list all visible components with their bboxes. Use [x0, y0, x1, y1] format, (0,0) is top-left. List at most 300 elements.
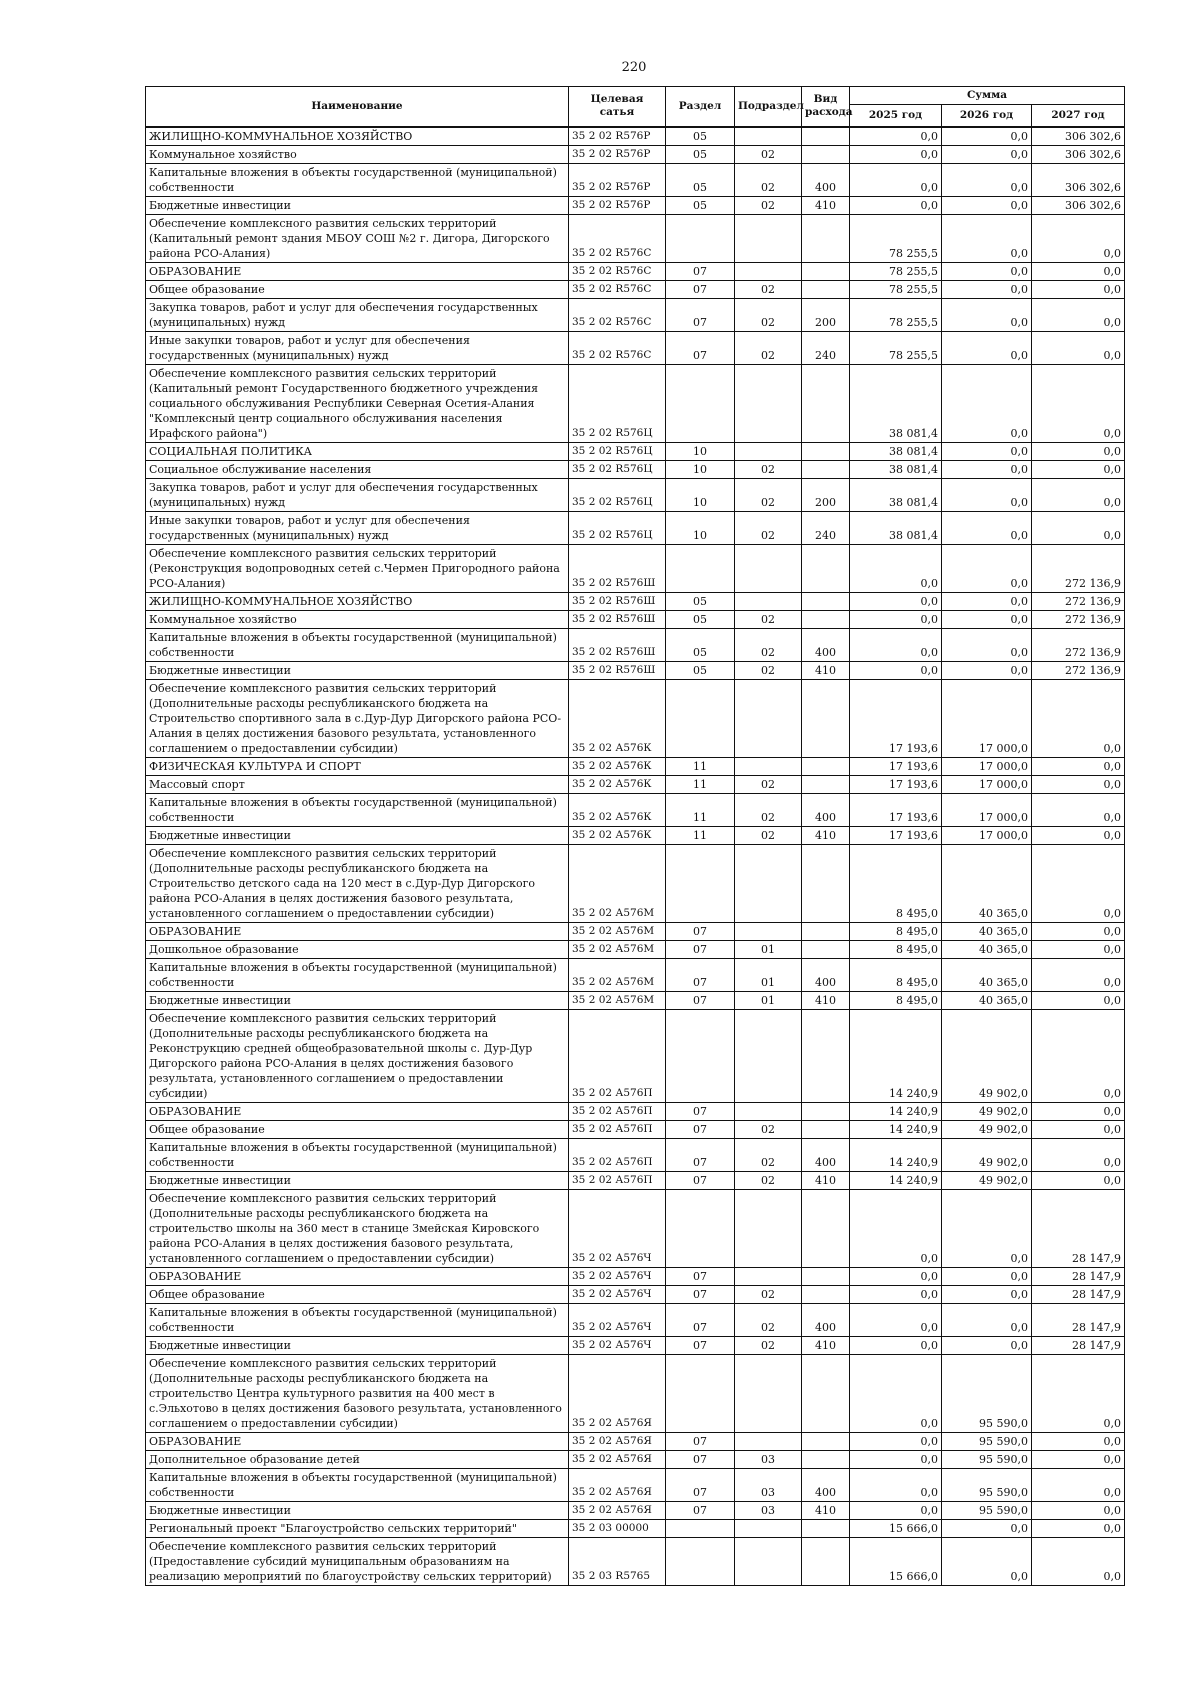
row-name: ОБРАЗОВАНИЕ: [146, 1267, 569, 1285]
row-name: Бюджетные инвестиции: [146, 1171, 569, 1189]
row-expense-type: 240: [802, 511, 850, 544]
row-sum-2027: 0,0: [1032, 1354, 1125, 1432]
row-subsection: [735, 127, 802, 146]
table-row: [146, 196, 1125, 214]
row-expense-type: 400: [802, 793, 850, 826]
row-sum-2027: 272 136,9: [1032, 628, 1125, 661]
row-section: 07: [666, 280, 735, 298]
row-target-code: 35 2 02 А576П: [569, 1009, 666, 1102]
row-target-code: 35 2 02 R576Р: [569, 196, 666, 214]
row-sum-2027: 0,0: [1032, 757, 1125, 775]
row-target-code: 35 2 02 R576Ц: [569, 511, 666, 544]
row-target-code: 35 2 02 R576Р: [569, 145, 666, 163]
row-sum-2027: 306 302,6: [1032, 127, 1125, 146]
row-sum-2026: 0,0: [942, 592, 1032, 610]
row-sum-2026: 0,0: [942, 478, 1032, 511]
header-sum: Сумма: [850, 87, 1125, 105]
row-sum-2027: 0,0: [1032, 1102, 1125, 1120]
row-name: СОЦИАЛЬНАЯ ПОЛИТИКА: [146, 442, 569, 460]
page-number: 220: [621, 60, 647, 75]
row-sum-2026: 95 590,0: [942, 1501, 1032, 1519]
row-target-code: 35 2 02 А576П: [569, 1102, 666, 1120]
row-sum-2026: 0,0: [942, 1267, 1032, 1285]
row-name: Закупка товаров, работ и услуг для обеспечения государственных (муниципальных) нужд: [146, 298, 569, 331]
row-section: 07: [666, 331, 735, 364]
row-target-code: 35 2 02 R576Ш: [569, 592, 666, 610]
row-expense-type: 410: [802, 826, 850, 844]
table-row: [146, 544, 1125, 592]
row-section: 05: [666, 145, 735, 163]
budget-table: [145, 86, 1125, 1586]
row-expense-type: 200: [802, 298, 850, 331]
row-expense-type: [802, 1432, 850, 1450]
row-target-code: 35 2 02 А576Ч: [569, 1189, 666, 1267]
table-row: [146, 1138, 1125, 1171]
row-expense-type: 410: [802, 991, 850, 1009]
row-target-code: 35 2 02 R576С: [569, 214, 666, 262]
row-sum-2026: 0,0: [942, 145, 1032, 163]
row-expense-type: 410: [802, 1336, 850, 1354]
row-sum-2025: 0,0: [850, 661, 942, 679]
row-sum-2027: 0,0: [1032, 1009, 1125, 1102]
table-row: [146, 826, 1125, 844]
row-section: 05: [666, 628, 735, 661]
row-sum-2026: 0,0: [942, 1537, 1032, 1585]
row-section: [666, 544, 735, 592]
row-sum-2026: 40 365,0: [942, 844, 1032, 922]
row-section: 07: [666, 262, 735, 280]
row-target-code: 35 2 02 R576Ш: [569, 610, 666, 628]
table-row: [146, 1432, 1125, 1450]
row-target-code: 35 2 02 А576М: [569, 940, 666, 958]
table-row: [146, 460, 1125, 478]
row-section: 11: [666, 757, 735, 775]
row-sum-2025: 78 255,5: [850, 298, 942, 331]
row-subsection: 02: [735, 280, 802, 298]
row-sum-2026: 49 902,0: [942, 1120, 1032, 1138]
row-section: [666, 1189, 735, 1267]
row-sum-2026: 0,0: [942, 262, 1032, 280]
row-target-code: 35 2 02 R576С: [569, 262, 666, 280]
row-subsection: [735, 1519, 802, 1537]
row-sum-2025: 78 255,5: [850, 262, 942, 280]
row-sum-2026: 0,0: [942, 460, 1032, 478]
table-row: [146, 661, 1125, 679]
table-row: [146, 478, 1125, 511]
row-name: ФИЗИЧЕСКАЯ КУЛЬТУРА И СПОРТ: [146, 757, 569, 775]
row-sum-2025: 38 081,4: [850, 460, 942, 478]
row-sum-2025: 0,0: [850, 1336, 942, 1354]
row-expense-type: [802, 364, 850, 442]
row-subsection: 03: [735, 1501, 802, 1519]
table-row: [146, 1537, 1125, 1585]
row-sum-2025: 8 495,0: [850, 991, 942, 1009]
row-target-code: 35 2 02 А576Я: [569, 1468, 666, 1501]
row-sum-2027: 0,0: [1032, 262, 1125, 280]
row-target-code: 35 2 02 R576Р: [569, 163, 666, 196]
row-subsection: [735, 592, 802, 610]
row-target-code: 35 2 02 R576Ц: [569, 478, 666, 511]
row-expense-type: 410: [802, 661, 850, 679]
row-section: [666, 1009, 735, 1102]
row-subsection: 03: [735, 1468, 802, 1501]
table-row: [146, 628, 1125, 661]
row-expense-type: [802, 844, 850, 922]
row-subsection: [735, 922, 802, 940]
row-target-code: 35 2 02 А576К: [569, 775, 666, 793]
row-target-code: 35 2 03 00000: [569, 1519, 666, 1537]
row-section: 07: [666, 1468, 735, 1501]
row-name: Обеспечение комплексного развития сельских территорий (Дополнительные расходы республиканского бюджета на строительство Центра культурного развития на 400 мест в с.Эльхотово в целях достижения базового результата, установленного соглашением о предоставлении субсидии): [146, 1354, 569, 1432]
row-sum-2027: 272 136,9: [1032, 592, 1125, 610]
row-section: [666, 1537, 735, 1585]
row-expense-type: 240: [802, 331, 850, 364]
row-subsection: 02: [735, 1171, 802, 1189]
row-sum-2026: 40 365,0: [942, 958, 1032, 991]
row-sum-2026: 0,0: [942, 544, 1032, 592]
row-expense-type: [802, 1120, 850, 1138]
row-subsection: 02: [735, 145, 802, 163]
row-sum-2027: 0,0: [1032, 442, 1125, 460]
row-subsection: 01: [735, 958, 802, 991]
row-name: Дошкольное образование: [146, 940, 569, 958]
row-sum-2025: 38 081,4: [850, 511, 942, 544]
row-sum-2027: 28 147,9: [1032, 1285, 1125, 1303]
row-name: Обеспечение комплексного развития сельских территорий (Предоставление субсидий муниципальным образованиям на реализацию мероприятий по благоустройству сельских территорий): [146, 1537, 569, 1585]
table-row: [146, 1336, 1125, 1354]
row-expense-type: 400: [802, 163, 850, 196]
row-sum-2025: 0,0: [850, 610, 942, 628]
row-section: 11: [666, 775, 735, 793]
row-sum-2027: 28 147,9: [1032, 1336, 1125, 1354]
row-sum-2027: 0,0: [1032, 922, 1125, 940]
row-target-code: 35 2 02 А576К: [569, 757, 666, 775]
row-subsection: 02: [735, 1303, 802, 1336]
row-section: 10: [666, 511, 735, 544]
table-row: [146, 922, 1125, 940]
row-sum-2027: 0,0: [1032, 991, 1125, 1009]
row-target-code: 35 2 02 А576Ч: [569, 1285, 666, 1303]
row-section: 07: [666, 1120, 735, 1138]
row-section: 11: [666, 793, 735, 826]
row-sum-2027: 0,0: [1032, 844, 1125, 922]
row-subsection: 02: [735, 610, 802, 628]
row-section: 07: [666, 1102, 735, 1120]
row-target-code: 35 2 02 А576Я: [569, 1450, 666, 1468]
row-target-code: 35 2 02 R576Ц: [569, 460, 666, 478]
row-sum-2026: 17 000,0: [942, 679, 1032, 757]
row-expense-type: [802, 1267, 850, 1285]
row-sum-2025: 8 495,0: [850, 922, 942, 940]
table-row: [146, 1303, 1125, 1336]
row-name: Капитальные вложения в объекты государственной (муниципальной) собственности: [146, 793, 569, 826]
row-subsection: [735, 1009, 802, 1102]
table-row: [146, 844, 1125, 922]
row-subsection: [735, 1354, 802, 1432]
row-name: Обеспечение комплексного развития сельских территорий (Капитальный ремонт здания МБОУ СОШ №2 г. Дигора, Дигорского района РСО-Алания): [146, 214, 569, 262]
row-sum-2027: 306 302,6: [1032, 145, 1125, 163]
row-expense-type: 400: [802, 628, 850, 661]
row-target-code: 35 2 02 А576Ч: [569, 1303, 666, 1336]
row-expense-type: [802, 679, 850, 757]
row-subsection: [735, 364, 802, 442]
row-sum-2025: 0,0: [850, 628, 942, 661]
row-sum-2027: 0,0: [1032, 679, 1125, 757]
row-sum-2025: 78 255,5: [850, 214, 942, 262]
row-sum-2027: 0,0: [1032, 298, 1125, 331]
row-sum-2027: 0,0: [1032, 1450, 1125, 1468]
row-target-code: 35 2 02 А576К: [569, 679, 666, 757]
row-section: 07: [666, 1138, 735, 1171]
row-subsection: 01: [735, 991, 802, 1009]
row-name: Капитальные вложения в объекты государственной (муниципальной) собственности: [146, 163, 569, 196]
row-subsection: [735, 757, 802, 775]
row-sum-2025: 15 666,0: [850, 1519, 942, 1537]
row-name: Общее образование: [146, 1120, 569, 1138]
row-subsection: 02: [735, 331, 802, 364]
table-row: [146, 775, 1125, 793]
table-row: [146, 145, 1125, 163]
row-section: 10: [666, 460, 735, 478]
row-target-code: 35 2 02 R576С: [569, 331, 666, 364]
row-target-code: 35 2 02 А576П: [569, 1138, 666, 1171]
row-subsection: 03: [735, 1450, 802, 1468]
row-sum-2027: 28 147,9: [1032, 1303, 1125, 1336]
table-row: [146, 364, 1125, 442]
row-sum-2027: 306 302,6: [1032, 163, 1125, 196]
row-target-code: 35 2 02 А576М: [569, 844, 666, 922]
table-row: [146, 127, 1125, 146]
table-row: [146, 757, 1125, 775]
row-sum-2026: 17 000,0: [942, 793, 1032, 826]
row-name: Общее образование: [146, 280, 569, 298]
row-subsection: [735, 844, 802, 922]
row-expense-type: 400: [802, 1303, 850, 1336]
row-subsection: 02: [735, 826, 802, 844]
row-subsection: 02: [735, 478, 802, 511]
row-section: 07: [666, 922, 735, 940]
row-section: [666, 364, 735, 442]
row-expense-type: [802, 262, 850, 280]
row-name: Обеспечение комплексного развития сельских территорий (Дополнительные расходы республиканского бюджета на Строительство детского сада на 120 мест в с.Дур-Дур Дигорского района РСО-Алания в целях достижения базового результата, установленного соглашением о предоставлении субсидии): [146, 844, 569, 922]
row-sum-2027: 0,0: [1032, 826, 1125, 844]
row-sum-2026: 0,0: [942, 214, 1032, 262]
row-section: 05: [666, 196, 735, 214]
row-sum-2026: 0,0: [942, 331, 1032, 364]
row-sum-2026: 0,0: [942, 1189, 1032, 1267]
row-sum-2025: 38 081,4: [850, 478, 942, 511]
row-sum-2027: 0,0: [1032, 1432, 1125, 1450]
row-expense-type: [802, 592, 850, 610]
row-subsection: 02: [735, 1336, 802, 1354]
row-section: 07: [666, 1501, 735, 1519]
table-row: [146, 1285, 1125, 1303]
row-target-code: 35 2 02 А576Ч: [569, 1336, 666, 1354]
table-row: [146, 958, 1125, 991]
row-subsection: 02: [735, 163, 802, 196]
row-sum-2026: 0,0: [942, 661, 1032, 679]
row-name: Обеспечение комплексного развития сельских территорий (Дополнительные расходы республиканского бюджета на Строительство спортивного зала в с.Дур-Дур Дигорского района РСО-Алания в целях достижения базового результата, установленного соглашением о предоставлении субсидии): [146, 679, 569, 757]
row-subsection: 02: [735, 511, 802, 544]
table-row: [146, 214, 1125, 262]
table-row: [146, 331, 1125, 364]
row-expense-type: 410: [802, 1501, 850, 1519]
row-expense-type: [802, 610, 850, 628]
table-row: [146, 1189, 1125, 1267]
row-target-code: 35 2 02 А576П: [569, 1120, 666, 1138]
row-name: Обеспечение комплексного развития сельских территорий (Дополнительные расходы республиканского бюджета на строительство школы на 360 мест в станице Змейская Кировского района РСО-Алания в целях достижения базового результата, установленного соглашением о предоставлении субсидии): [146, 1189, 569, 1267]
row-name: Бюджетные инвестиции: [146, 1336, 569, 1354]
row-sum-2025: 17 193,6: [850, 679, 942, 757]
row-expense-type: [802, 544, 850, 592]
row-target-code: 35 2 02 А576Я: [569, 1432, 666, 1450]
row-target-code: 35 2 02 R576С: [569, 298, 666, 331]
row-section: 07: [666, 1303, 735, 1336]
table-row: [146, 793, 1125, 826]
row-expense-type: [802, 442, 850, 460]
row-name: Обеспечение комплексного развития сельских территорий (Дополнительные расходы республиканского бюджета на Реконструкцию средней общеобразовательной школы с. Дур-Дур Дигорского района РСО-Алания в целях достижения базового результата, установленного соглашением о предоставлении субсидии): [146, 1009, 569, 1102]
row-sum-2027: 28 147,9: [1032, 1267, 1125, 1285]
row-sum-2025: 0,0: [850, 1501, 942, 1519]
row-expense-type: [802, 460, 850, 478]
row-sum-2025: 0,0: [850, 1354, 942, 1432]
row-sum-2025: 14 240,9: [850, 1102, 942, 1120]
row-sum-2026: 0,0: [942, 127, 1032, 146]
row-name: Иные закупки товаров, работ и услуг для обеспечения государственных (муниципальных) нужд: [146, 511, 569, 544]
row-sum-2026: 0,0: [942, 1519, 1032, 1537]
row-section: [666, 679, 735, 757]
row-expense-type: [802, 1285, 850, 1303]
row-section: 11: [666, 826, 735, 844]
row-expense-type: [802, 1354, 850, 1432]
row-sum-2025: 14 240,9: [850, 1009, 942, 1102]
row-subsection: 02: [735, 628, 802, 661]
table-row: [146, 298, 1125, 331]
row-section: 05: [666, 592, 735, 610]
row-section: 07: [666, 1171, 735, 1189]
row-sum-2026: 95 590,0: [942, 1354, 1032, 1432]
row-name: ОБРАЗОВАНИЕ: [146, 922, 569, 940]
row-expense-type: [802, 1450, 850, 1468]
row-sum-2027: 0,0: [1032, 1468, 1125, 1501]
row-sum-2026: 40 365,0: [942, 991, 1032, 1009]
row-sum-2025: 0,0: [850, 1189, 942, 1267]
row-expense-type: [802, 1519, 850, 1537]
table-row: [146, 1354, 1125, 1432]
row-section: 10: [666, 442, 735, 460]
row-expense-type: [802, 1537, 850, 1585]
row-section: 07: [666, 1285, 735, 1303]
row-sum-2025: 0,0: [850, 1267, 942, 1285]
row-sum-2026: 0,0: [942, 628, 1032, 661]
row-sum-2027: 0,0: [1032, 775, 1125, 793]
row-section: [666, 214, 735, 262]
row-section: 07: [666, 1336, 735, 1354]
row-target-code: 35 2 02 R576Р: [569, 127, 666, 146]
row-subsection: [735, 1189, 802, 1267]
header-name: Наименование: [146, 87, 569, 127]
row-target-code: 35 2 02 R576Ш: [569, 661, 666, 679]
row-target-code: 35 2 02 А576К: [569, 793, 666, 826]
row-subsection: [735, 544, 802, 592]
row-sum-2027: 0,0: [1032, 511, 1125, 544]
row-name: ЖИЛИЩНО-КОММУНАЛЬНОЕ ХОЗЯЙСТВО: [146, 127, 569, 146]
row-sum-2026: 17 000,0: [942, 775, 1032, 793]
row-sum-2025: 0,0: [850, 1285, 942, 1303]
row-subsection: 02: [735, 1120, 802, 1138]
row-subsection: [735, 1267, 802, 1285]
row-sum-2025: 14 240,9: [850, 1138, 942, 1171]
table-row: [146, 163, 1125, 196]
row-sum-2025: 0,0: [850, 163, 942, 196]
row-sum-2026: 0,0: [942, 442, 1032, 460]
row-sum-2027: 0,0: [1032, 1171, 1125, 1189]
row-sum-2026: 95 590,0: [942, 1450, 1032, 1468]
row-sum-2026: 40 365,0: [942, 940, 1032, 958]
row-name: ЖИЛИЩНО-КОММУНАЛЬНОЕ ХОЗЯЙСТВО: [146, 592, 569, 610]
row-sum-2025: 78 255,5: [850, 280, 942, 298]
row-section: [666, 844, 735, 922]
row-name: ОБРАЗОВАНИЕ: [146, 1432, 569, 1450]
row-subsection: 01: [735, 940, 802, 958]
row-expense-type: [802, 775, 850, 793]
row-target-code: 35 2 02 А576М: [569, 991, 666, 1009]
table-row: [146, 1519, 1125, 1537]
row-name: Иные закупки товаров, работ и услуг для обеспечения государственных (муниципальных) нужд: [146, 331, 569, 364]
row-sum-2025: 78 255,5: [850, 331, 942, 364]
table-row: [146, 1267, 1125, 1285]
row-expense-type: [802, 757, 850, 775]
row-subsection: 02: [735, 1285, 802, 1303]
table-row: [146, 991, 1125, 1009]
row-subsection: [735, 1537, 802, 1585]
row-sum-2026: 0,0: [942, 1285, 1032, 1303]
row-name: Коммунальное хозяйство: [146, 145, 569, 163]
row-section: 07: [666, 991, 735, 1009]
row-name: Закупка товаров, работ и услуг для обеспечения государственных (муниципальных) нужд: [146, 478, 569, 511]
table-body: [146, 127, 1125, 1586]
row-sum-2027: 0,0: [1032, 793, 1125, 826]
row-subsection: 02: [735, 460, 802, 478]
row-section: 07: [666, 1267, 735, 1285]
table-row: [146, 1171, 1125, 1189]
row-sum-2027: 272 136,9: [1032, 661, 1125, 679]
row-sum-2025: 0,0: [850, 196, 942, 214]
row-name: ОБРАЗОВАНИЕ: [146, 262, 569, 280]
header-2025: 2025 год: [850, 105, 942, 127]
table-row: [146, 511, 1125, 544]
row-subsection: [735, 1102, 802, 1120]
row-subsection: [735, 442, 802, 460]
row-expense-type: 200: [802, 478, 850, 511]
row-sum-2027: 0,0: [1032, 958, 1125, 991]
row-sum-2026: 17 000,0: [942, 826, 1032, 844]
row-subsection: 02: [735, 793, 802, 826]
table-row: [146, 679, 1125, 757]
row-section: 05: [666, 610, 735, 628]
row-target-code: 35 2 02 R576Ц: [569, 442, 666, 460]
row-subsection: 02: [735, 196, 802, 214]
row-sum-2026: 49 902,0: [942, 1171, 1032, 1189]
row-sum-2027: 28 147,9: [1032, 1189, 1125, 1267]
row-name: Обеспечение комплексного развития сельских территорий (Реконструкция водопроводных сетей с.Чермен Пригородного района РСО-Алания): [146, 544, 569, 592]
table-row: [146, 1501, 1125, 1519]
row-sum-2025: 17 193,6: [850, 757, 942, 775]
row-section: [666, 1519, 735, 1537]
header-2026: 2026 год: [942, 105, 1032, 127]
row-sum-2027: 0,0: [1032, 1537, 1125, 1585]
row-target-code: 35 2 02 R576Ш: [569, 544, 666, 592]
